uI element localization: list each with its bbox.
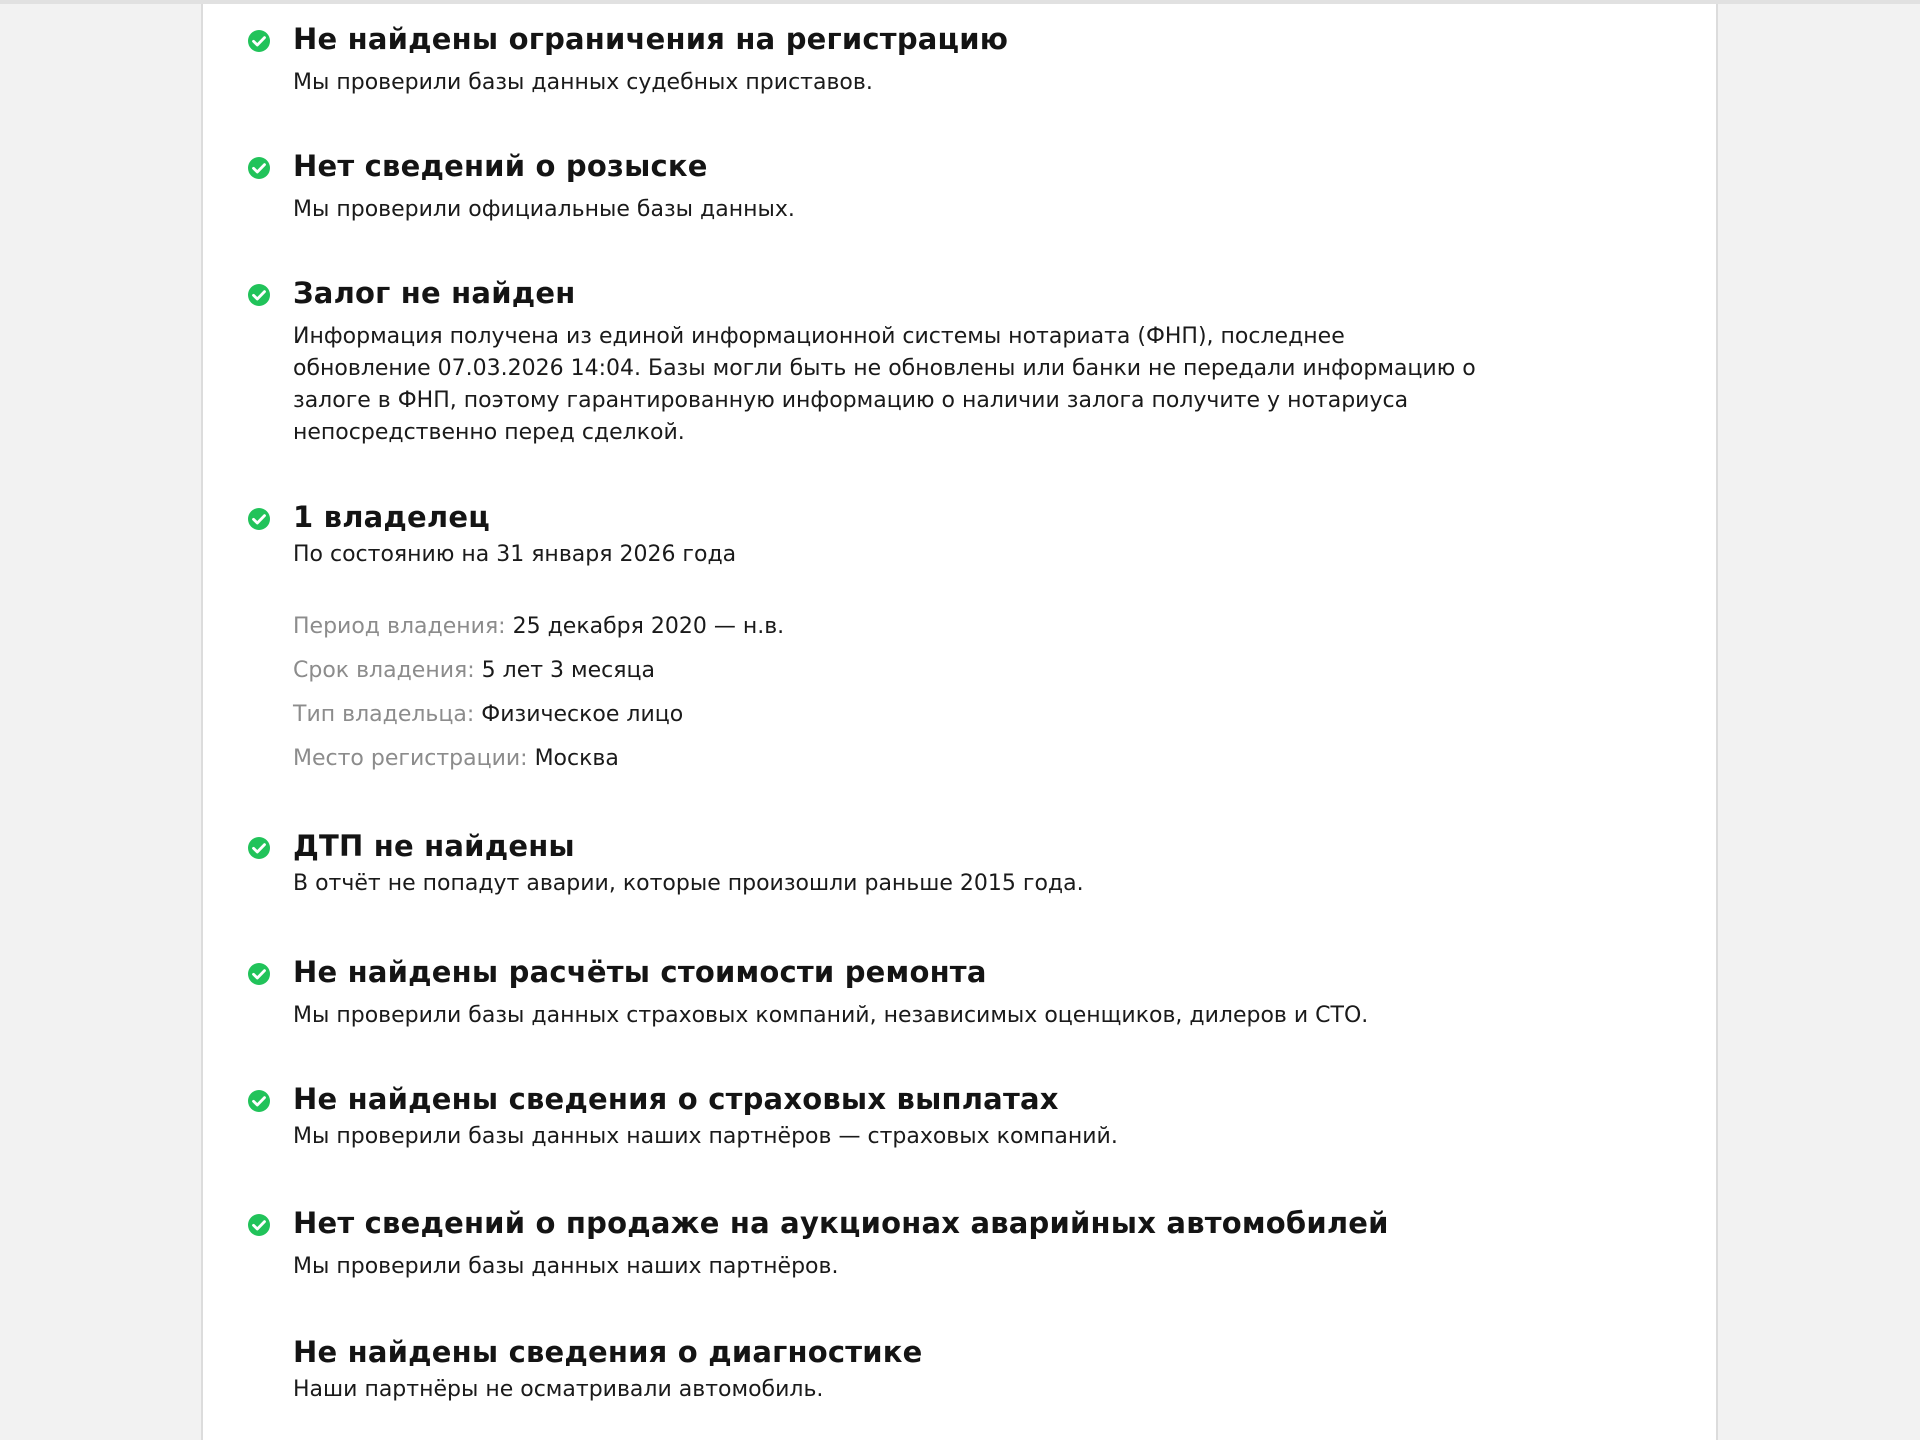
detail-label: Тип владельца: [293,702,475,727]
check-circle-icon [247,1213,271,1237]
section-description: Мы проверили базы данных наших партнёров. [293,1254,839,1279]
section-title: Залог не найден [293,276,576,310]
description-line: Информация получена из единой информационной системы нотариата (ФНП), последнее [293,324,1345,349]
section-registration-restrictions [293,19,1593,99]
section-title: Нет сведений о розыске [293,149,708,183]
section-diagnostics [293,1332,1593,1406]
detail-value: 5 лет 3 месяца [481,658,655,683]
check-circle-icon [247,156,271,180]
section-title: Не найдены сведения о диагностике [293,1335,923,1369]
section-description: По состоянию на 31 января 2026 года [293,542,737,567]
detail-label: Место регистрации: [293,746,528,771]
section-insurance-payments [293,1079,1593,1153]
detail-row-owner-type [293,699,1593,731]
section-title: Не найдены расчёты стоимости ремонта [293,955,987,989]
section-description [293,321,1593,449]
section-description: Мы проверили официальные базы данных. [293,197,795,222]
check-circle-icon [247,507,271,531]
section-salvage-auctions [293,1203,1593,1283]
check-circle-icon [247,962,271,986]
section-title: Нет сведений о продаже на аукционах аварийных автомобилей [293,1206,1389,1240]
detail-row-period [293,611,1593,643]
check-circle-icon [247,29,271,53]
section-repair-estimates [293,952,1593,1032]
section-description: Наши партнёры не осматривали автомобиль. [293,1377,824,1402]
check-circle-icon [247,1089,271,1113]
detail-value: Москва [534,746,619,771]
section-title: ДТП не найдены [293,829,575,863]
detail-label: Период владения: [293,614,506,639]
detail-label: Срок владения: [293,658,475,683]
section-description: В отчёт не попадут аварии, которые произошли раньше 2015 года. [293,871,1084,896]
section-title: Не найдены ограничения на регистрацию [293,22,1009,56]
description-line: залоге в ФНП, поэтому гарантированную информацию о наличии залога получите у нотариуса [293,388,1409,413]
section-title: Не найдены сведения о страховых выплатах [293,1082,1059,1116]
detail-value: 25 декабря 2020 — н.в. [512,614,785,639]
section-description: Мы проверили базы данных наших партнёров — страховых компаний. [293,1124,1118,1149]
detail-row-registration-place [293,743,1593,775]
section-owners [293,497,1593,775]
description-line: обновление 07.03.2026 14:04. Базы могли быть не обновлены или банки не передали информацию о [293,356,1476,381]
check-circle-icon [247,836,271,860]
detail-value: Физическое лицо [481,702,684,727]
owner-details [293,611,1593,775]
check-circle-icon [247,283,271,307]
section-wanted-status [293,146,1593,226]
description-line: непосредственно перед сделкой. [293,420,685,445]
section-pledge [293,273,1593,449]
section-title: 1 владелец [293,500,490,534]
detail-row-duration [293,655,1593,687]
section-accidents [293,826,1593,900]
section-description: Мы проверили базы данных судебных приставов. [293,70,873,95]
section-description: Мы проверили базы данных страховых компаний, независимых оценщиков, дилеров и СТО. [293,1003,1369,1028]
